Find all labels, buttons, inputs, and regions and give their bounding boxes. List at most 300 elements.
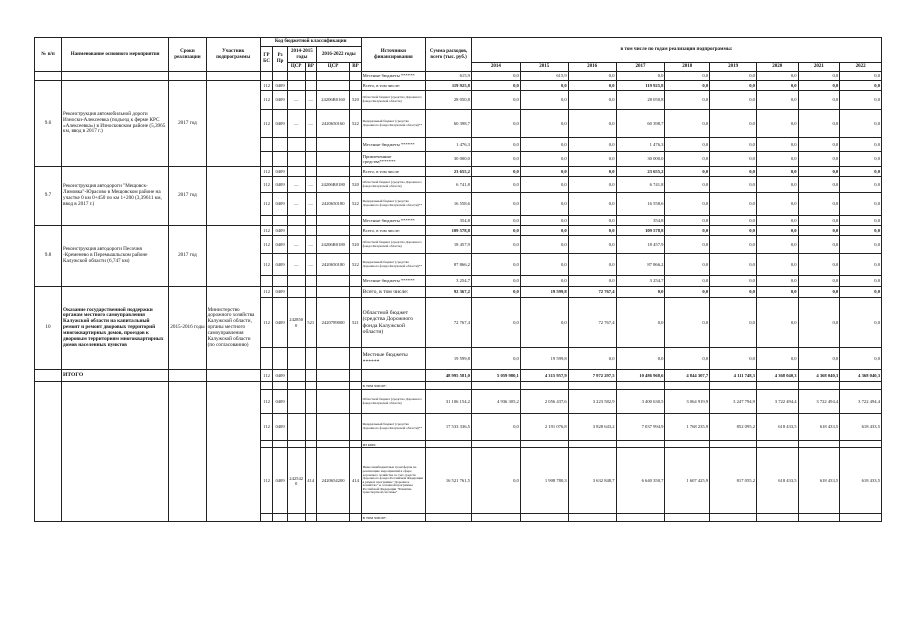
cell-empty [169, 382, 206, 522]
cell-vr2 [350, 216, 361, 226]
cell-rz: 0409 [273, 448, 288, 514]
cell-csr1 [287, 167, 305, 177]
cell-sum: 354,8 [426, 216, 472, 226]
activity-participant [206, 81, 260, 167]
cell-year-value: 87 866,2 [616, 254, 665, 276]
cell-rz: 0409 [273, 177, 288, 193]
cell-year-value: 3 247 794,9 [710, 390, 757, 414]
cell-rz [273, 276, 288, 287]
cell-year-value [840, 441, 882, 448]
cell-year-value: 0,0 [616, 348, 665, 370]
cell-csr2 [316, 441, 349, 448]
cell-grbs: 112 [260, 414, 272, 441]
cell-year-value: 0,0 [520, 216, 568, 226]
header-year: 2021 [798, 63, 840, 72]
cell-csr1: — [287, 110, 305, 138]
cell-year-value: 0,0 [520, 177, 568, 193]
cell-rz: 0409 [273, 370, 288, 382]
cell-year-value: 0,0 [471, 236, 520, 254]
cell-source: в том числе: [361, 514, 426, 522]
cell-rz: 0409 [273, 167, 288, 177]
cell-grbs: 112 [260, 226, 272, 236]
cell-year-value: 19 599,8 [520, 287, 568, 298]
table-row [35, 370, 882, 382]
header-csr: ЦСР [316, 63, 349, 72]
cell-source: Областной бюджет (средства Дорожного фонда Калужской области) [361, 236, 426, 254]
cell-year-value: 0,0 [520, 193, 568, 216]
cell-grbs [260, 514, 272, 522]
cell-year-value: 0,0 [840, 348, 882, 370]
cell-vr2 [350, 276, 361, 287]
cell-year-value: 0,0 [471, 177, 520, 193]
cell-year-value [756, 514, 798, 522]
cell-year-value: 7 037 994,9 [616, 414, 665, 441]
cell-year-value: 0,0 [520, 298, 568, 348]
cell-year-value: 1 908 780,3 [520, 448, 568, 514]
cell-year-value: 0,0 [710, 298, 757, 348]
cell-year-value: 0,0 [568, 254, 616, 276]
cell-year-value: 0,0 [840, 287, 882, 298]
cell-source: Областной бюджет (средства Дорожного фонда Калужской области) [361, 177, 426, 193]
cell-year-value: 0,0 [756, 236, 798, 254]
cell-year-value: 0,0 [471, 298, 520, 348]
cell-year-value: 0,0 [710, 167, 757, 177]
cell-empty [62, 382, 169, 522]
cell-year-value: 4 368 040,3 [756, 370, 798, 382]
cell-year-value: 0,0 [568, 236, 616, 254]
cell-rz: 0409 [273, 193, 288, 216]
cell-csr1: — [287, 254, 305, 276]
cell-year-value: 0,0 [568, 110, 616, 138]
cell-year-value: 0,0 [568, 216, 616, 226]
cell-year-value: 0,0 [616, 298, 665, 348]
cell-source: Федеральный бюджет (средства Дорожного фонда Калужской области)** [361, 193, 426, 216]
cell-year-value: 0,0 [710, 152, 757, 167]
cell-csr1 [287, 441, 305, 448]
cell-year-value: 0,0 [471, 138, 520, 152]
cell-grbs [260, 348, 272, 370]
cell-vr1 [305, 72, 316, 81]
cell-csr1 [287, 348, 305, 370]
cell-csr1 [287, 81, 305, 91]
cell-grbs: 112 [260, 177, 272, 193]
cell-rz [273, 138, 288, 152]
cell-year-value: 0,0 [756, 298, 798, 348]
cell-sum: 17 533 336,5 [426, 414, 472, 441]
cell-year-value: 0,0 [471, 193, 520, 216]
cell-year-value: 0,0 [798, 193, 840, 216]
header-source: Источники финансирования [361, 38, 426, 72]
cell-year-value: 0,0 [520, 110, 568, 138]
cell-year-value: 0,0 [568, 226, 616, 236]
cell-sum [426, 382, 472, 390]
cell-sum: 16 558,6 [426, 193, 472, 216]
cell-year-value: 2 191 076,8 [520, 414, 568, 441]
cell-year-value: 0,0 [665, 193, 710, 216]
cell-year-value: 0,0 [568, 81, 616, 91]
cell-year-value: 0,0 [798, 298, 840, 348]
cell-csr2: 2420650160 [316, 110, 349, 138]
header-year: 2019 [710, 63, 757, 72]
cell-year-value: 10 486 968,6 [616, 370, 665, 382]
cell-year-value: 3 064 919,9 [665, 390, 710, 414]
cell-grbs: 112 [260, 287, 272, 298]
cell-csr2 [316, 138, 349, 152]
cell-year-value [756, 441, 798, 448]
cell-source: Областной бюджет (средства Дорожного фонда Калужской области) [361, 298, 426, 348]
cell-year-value: 618 433,5 [840, 414, 882, 441]
cell-csr1 [287, 72, 305, 81]
cell-year-value: 0,0 [840, 138, 882, 152]
cell-rz [273, 152, 288, 167]
cell-year-value: 0,0 [520, 167, 568, 177]
cell-year-value: 0,0 [798, 177, 840, 193]
cell-year-value [798, 514, 840, 522]
cell-year-value: 0,0 [471, 72, 520, 81]
cell-year-value: 0,0 [520, 138, 568, 152]
cell-sum: 119 925,8 [426, 81, 472, 91]
cell-year-value: 0,0 [568, 193, 616, 216]
total-label: ИТОГО [62, 370, 169, 382]
cell-year-value [756, 382, 798, 390]
cell-csr2 [316, 287, 349, 298]
cell-vr1 [305, 390, 316, 414]
activity-participant [206, 167, 260, 226]
cell-vr2 [350, 348, 361, 370]
cell-year-value: 0,0 [756, 81, 798, 91]
cell-year-value: 0,0 [756, 226, 798, 236]
cell-year-value [520, 441, 568, 448]
cell-year-value [616, 382, 665, 390]
cell-year-value: 0,0 [798, 348, 840, 370]
table-row [35, 382, 882, 390]
cell-empty [206, 72, 260, 81]
cell-year-value: 618 433,5 [840, 448, 882, 514]
cell-year-value: 18 457,9 [616, 236, 665, 254]
cell-year-value: 0,0 [710, 348, 757, 370]
cell-rz: 0409 [273, 81, 288, 91]
activity-period: 2017 год [169, 167, 206, 226]
cell-vr2: 414 [350, 448, 361, 514]
cell-year-value: 0,0 [665, 226, 710, 236]
cell-vr1 [305, 382, 316, 390]
cell-year-value: 618 433,5 [756, 414, 798, 441]
cell-vr1 [305, 348, 316, 370]
cell-year-value: 0,0 [840, 177, 882, 193]
cell-year-value: 0,0 [665, 81, 710, 91]
cell-rz [273, 216, 288, 226]
cell-grbs [260, 276, 272, 287]
cell-empty [62, 72, 169, 81]
cell-year-value: 0,0 [665, 167, 710, 177]
cell-year-value: 0,0 [471, 81, 520, 91]
cell-csr2: 2420654200 [316, 448, 349, 514]
cell-year-value: 0,0 [520, 276, 568, 287]
cell-year-value: 4 936 305,2 [471, 390, 520, 414]
cell-year-value: 0,0 [471, 91, 520, 110]
cell-source: Местные бюджеты ****** [361, 276, 426, 287]
header-2016-2022: 2016-2022 годы [316, 47, 361, 63]
cell-vr1 [305, 370, 316, 382]
cell-source: Всего, в том числе [361, 167, 426, 177]
cell-year-value: 109 578,8 [616, 226, 665, 236]
cell-year-value: 3 632 848,7 [568, 448, 616, 514]
cell-year-value: 0,0 [840, 110, 882, 138]
cell-source: Иные межбюджетные трансферты на реализацию мероприятий в сфере дорожного хозяйства за счет средств Дорожного фонда Российской Федерации в рамках программы "Дорожное хозяйство" и основной программы Российской Федерации "Развитие транспортной системы" [361, 448, 426, 514]
cell-year-value: 3 722 494,4 [756, 390, 798, 414]
cell-vr2 [350, 152, 361, 167]
cell-year-value: 1 768 235,9 [665, 414, 710, 441]
cell-empty [35, 72, 62, 81]
cell-year-value: 0,0 [665, 91, 710, 110]
cell-year-value: 0,0 [471, 287, 520, 298]
cell-year-value: 0,0 [665, 152, 710, 167]
cell-grbs: 112 [260, 370, 272, 382]
cell-year-value: 0,0 [710, 216, 757, 226]
cell-year-value: 6 640 350,7 [616, 448, 665, 514]
cell-sum: 48 995 581,0 [426, 370, 472, 382]
cell-sum: 1 476,3 [426, 138, 472, 152]
cell-year-value: 0,0 [710, 91, 757, 110]
cell-year-value: 60 398,7 [616, 110, 665, 138]
cell-csr1 [287, 370, 305, 382]
cell-year-value: 0,0 [471, 276, 520, 287]
cell-year-value [798, 441, 840, 448]
cell-year-value: 0,0 [756, 177, 798, 193]
cell-year-value: 0,0 [756, 287, 798, 298]
activity-name: Оказание государственной поддержки органам местного самоуправления Калужской области на капитальный ремонт и ремонт дворовых территорий многоквартирных домов, проездов к дворовым территориям многоквартирных домов населенных пунктов [62, 287, 169, 370]
cell-year-value [616, 514, 665, 522]
cell-rz: 0409 [273, 254, 288, 276]
cell-year-value: 0,0 [798, 81, 840, 91]
cell-year-value [710, 441, 757, 448]
cell-vr1 [305, 287, 316, 298]
activity-period: 2017 год [169, 81, 206, 167]
cell-year-value [568, 441, 616, 448]
cell-sum [426, 441, 472, 448]
cell-year-value: 6 741,8 [616, 177, 665, 193]
cell-year-value: 0,0 [840, 72, 882, 81]
cell-csr1: 2425420 [287, 448, 305, 514]
cell-vr1: — [305, 91, 316, 110]
header-csr: ЦСР [287, 63, 305, 72]
table-row [35, 287, 882, 298]
cell-csr1 [287, 226, 305, 236]
cell-grbs: 112 [260, 254, 272, 276]
cell-source: Всего, в том числе: [361, 226, 426, 236]
cell-year-value [710, 514, 757, 522]
cell-year-value: 0,0 [568, 152, 616, 167]
cell-year-value: 0,0 [840, 81, 882, 91]
cell-year-value: 23 655,2 [616, 167, 665, 177]
cell-year-value: 0,0 [710, 254, 757, 276]
cell-vr2 [350, 390, 361, 414]
cell-year-value: 0,0 [756, 276, 798, 287]
header-2014-2015: 2014-2015 годы [287, 47, 316, 63]
cell-year-value: 30 000,0 [616, 152, 665, 167]
cell-source: Местные бюджеты ****** [361, 348, 426, 370]
cell-sum: 109 578,8 [426, 226, 472, 236]
header-name: Наименование основного мероприятия [62, 38, 169, 72]
header-rzpr: Рз Пр [273, 47, 288, 72]
cell-grbs: 112 [260, 167, 272, 177]
cell-year-value: 0,0 [710, 138, 757, 152]
cell-vr1: — [305, 236, 316, 254]
cell-vr1 [305, 216, 316, 226]
activity-period: 2015-2016 годы [169, 287, 206, 370]
cell-csr2: 2420789000 [316, 298, 349, 348]
cell-sum: 3 254,7 [426, 276, 472, 287]
cell-year-value: 0,0 [665, 348, 710, 370]
cell-vr2: 522 [350, 110, 361, 138]
cell-year-value: 0,0 [520, 254, 568, 276]
activity-participant: Министерство дорожного хозяйства Калужской области, органы местного самоуправления Калужской области (по согласованию) [206, 287, 260, 370]
row-number: 9.7 [35, 167, 62, 226]
cell-year-value: 0,0 [840, 254, 882, 276]
cell-year-value: 0,0 [756, 348, 798, 370]
cell-sum: 16 521 761,5 [426, 448, 472, 514]
cell-year-value: 4 368 040,3 [798, 370, 840, 382]
cell-vr2 [350, 287, 361, 298]
cell-year-value: 0,0 [665, 298, 710, 348]
cell-sum: 28 050,8 [426, 91, 472, 110]
cell-csr2 [316, 226, 349, 236]
cell-year-value: 0,0 [756, 152, 798, 167]
cell-vr2 [350, 414, 361, 441]
cell-year-value: 0,0 [840, 167, 882, 177]
header-year: 2016 [568, 63, 616, 72]
header-year: 2018 [665, 63, 710, 72]
cell-year-value: 0,0 [756, 138, 798, 152]
cell-grbs: 112 [260, 448, 272, 514]
cell-empty [169, 370, 206, 382]
cell-vr2 [350, 167, 361, 177]
cell-year-value: 4 111 748,3 [710, 370, 757, 382]
cell-vr1 [305, 81, 316, 91]
cell-year-value [798, 382, 840, 390]
cell-year-value: 28 050,8 [616, 91, 665, 110]
cell-year-value: 0,0 [840, 298, 882, 348]
cell-source: Областной бюджет (средства Дорожного фонда Калужской области) [361, 91, 426, 110]
cell-source: Местные бюджеты ****** [361, 216, 426, 226]
cell-rz [273, 382, 288, 390]
cell-vr2: 522 [350, 254, 361, 276]
cell-year-value: 0,0 [568, 72, 616, 81]
cell-year-value: 2 056 437,6 [520, 390, 568, 414]
cell-year-value: 3 254,7 [616, 276, 665, 287]
activity-name: Реконструкция автодороги "Мещовск-Лимовка"-Юрасово в Мещовском районе на участке 0 км 0+450 по км 1+200 (3,39611 км, ввод в 2017 г.) [62, 167, 169, 226]
cell-rz [273, 348, 288, 370]
cell-year-value [710, 382, 757, 390]
cell-source: Федеральный бюджет (средства Дорожного фонда Калужской области)** [361, 254, 426, 276]
header-year: 2014 [471, 63, 520, 72]
header-year: 2015 [520, 63, 568, 72]
cell-year-value [665, 441, 710, 448]
cell-rz: 0409 [273, 390, 288, 414]
cell-vr1: — [305, 110, 316, 138]
activity-participant [206, 226, 260, 287]
cell-year-value: 5 059 980,1 [471, 370, 520, 382]
cell-year-value: 0,0 [568, 177, 616, 193]
cell-csr1 [287, 390, 305, 414]
cell-source: Всего, в том числе: [361, 81, 426, 91]
cell-vr1 [305, 167, 316, 177]
cell-csr2 [316, 167, 349, 177]
cell-year-value: 3 828 643,2 [568, 414, 616, 441]
cell-year-value [568, 382, 616, 390]
cell-year-value: 119 925,8 [616, 81, 665, 91]
cell-year-value: 0,0 [798, 236, 840, 254]
cell-year-value: 7 972 297,5 [568, 370, 616, 382]
cell-year-value: 618 433,5 [798, 414, 840, 441]
cell-rz [273, 441, 288, 448]
cell-source: из них: [361, 441, 426, 448]
header-num: № п/п [35, 38, 62, 72]
cell-vr2: 522 [350, 193, 361, 216]
cell-csr1: — [287, 236, 305, 254]
cell-year-value: 354,8 [616, 216, 665, 226]
cell-source: Федеральный бюджет (средства Дорожного фонда Калужской области)** [361, 110, 426, 138]
cell-year-value: 0,0 [798, 226, 840, 236]
cell-year-value: 19 599,8 [520, 348, 568, 370]
cell-year-value [665, 382, 710, 390]
cell-year-value: 0,0 [616, 72, 665, 81]
cell-year-value: 1 476,3 [616, 138, 665, 152]
cell-year-value [665, 514, 710, 522]
cell-year-value: 0,0 [568, 138, 616, 152]
cell-year-value [616, 441, 665, 448]
header-kbk: Код бюджетной классификации [260, 38, 361, 47]
cell-vr2 [350, 514, 361, 522]
cell-source: Привлеченные средства******* [361, 152, 426, 167]
cell-year-value: 3 722 494,4 [798, 390, 840, 414]
row-number: 10 [35, 287, 62, 370]
cell-year-value: 0,0 [665, 177, 710, 193]
cell-vr1 [305, 514, 316, 522]
cell-grbs: 112 [260, 236, 272, 254]
cell-csr2 [316, 514, 349, 522]
cell-year-value: 0,0 [520, 91, 568, 110]
cell-year-value: 0,0 [840, 226, 882, 236]
cell-csr2: 24206R0180 [316, 177, 349, 193]
cell-year-value [520, 382, 568, 390]
cell-year-value: 0,0 [840, 152, 882, 167]
cell-year-value [840, 514, 882, 522]
cell-year-value: 0,0 [710, 287, 757, 298]
cell-year-value: 3 400 630,5 [616, 390, 665, 414]
cell-sum: 18 457,9 [426, 236, 472, 254]
table-row [35, 81, 882, 91]
cell-year-value [471, 382, 520, 390]
cell-csr2: 2420650180 [316, 193, 349, 216]
cell-csr1 [287, 382, 305, 390]
cell-grbs [260, 138, 272, 152]
activity-name: Реконструкция автодороги Песочня -Кременево в Перемышльском районе Калужской области (6,747 км) [62, 226, 169, 287]
cell-vr2 [350, 81, 361, 91]
cell-year-value: 0,0 [798, 254, 840, 276]
cell-vr1: — [305, 193, 316, 216]
cell-year-value: 0,0 [756, 91, 798, 110]
header-period: Сроки реализации [169, 38, 206, 72]
table-row [35, 226, 882, 236]
cell-year-value: 0,0 [520, 152, 568, 167]
cell-csr2: 2420650180 [316, 254, 349, 276]
cell-csr1: — [287, 193, 305, 216]
row-number: 9.8 [35, 226, 62, 287]
header-grbs: ГРБС [260, 47, 272, 72]
header-year: 2020 [756, 63, 798, 72]
cell-source: Федеральный бюджет (средства Дорожного фонда Калужской области)** [361, 414, 426, 441]
